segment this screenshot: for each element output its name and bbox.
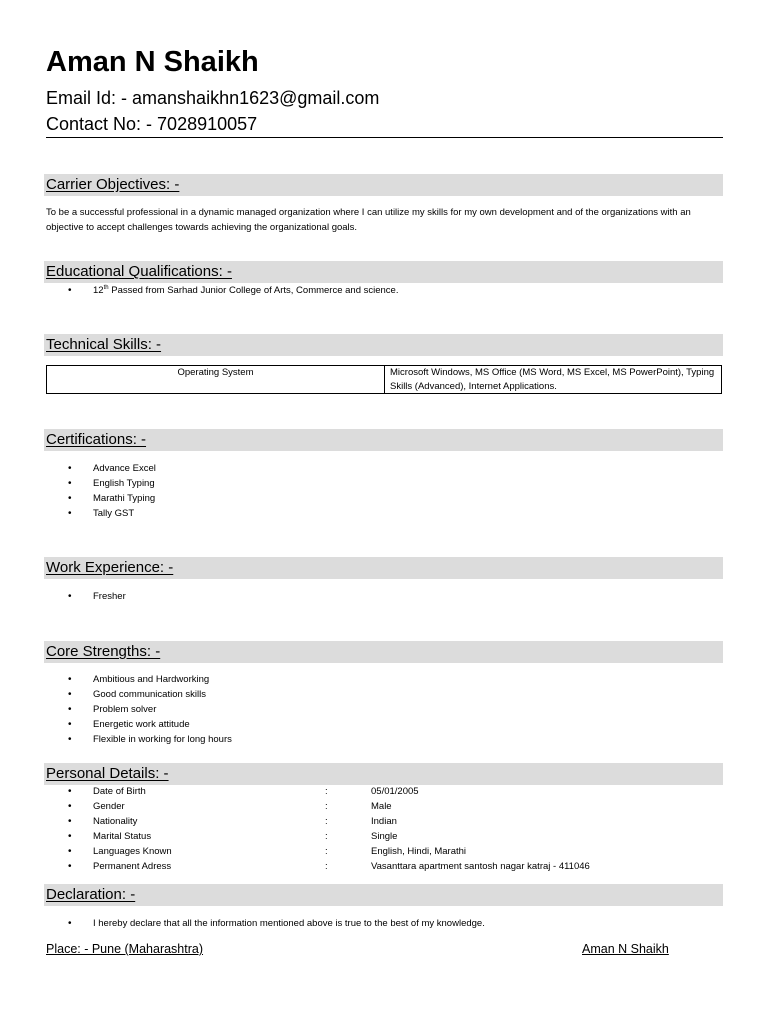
section-title: Certifications: -: [46, 431, 147, 448]
detail-label: Languages Known: [93, 846, 172, 857]
detail-value: 05/01/2005: [371, 786, 419, 797]
education-list: [68, 283, 398, 298]
list-item: • Energetic work attitude: [68, 717, 232, 732]
objective-text: To be a successful professional in a dynamic managed organization where I can utilize my skills for my own development and of the organizations with an objective to accept challenges towards achieving the organizational goals.: [46, 207, 691, 233]
detail-value: Indian: [371, 816, 397, 827]
section-certifications: [44, 429, 723, 451]
list-item: • English Typing: [68, 476, 156, 491]
section-title: Carrier Objectives: -: [46, 176, 180, 193]
section-education: [44, 261, 723, 283]
list-item: • Problem solver: [68, 702, 232, 717]
list-item: • 12th Passed from Sarhad Junior College of Arts, Commerce and science.: [68, 283, 398, 298]
detail-value: English, Hindi, Marathi: [371, 846, 467, 857]
contact-line: Contact No: - 7028910057: [46, 114, 258, 134]
email-line: Email Id: - amanshaikhn1623@gmail.com: [46, 88, 380, 108]
section-title: Declaration: -: [46, 886, 136, 903]
section-title: Work Experience: -: [46, 559, 174, 576]
list-item: • Marathi Typing: [68, 491, 156, 506]
detail-row: • Languages Known : English, Hindi, Marathi: [68, 846, 467, 857]
section-title: Personal Details: -: [46, 765, 169, 782]
section-core-strengths: [44, 641, 723, 663]
detail-value: Vasanttara apartment santosh nagar katraj - 411046: [371, 861, 590, 872]
detail-label: Permanent Adress: [93, 861, 172, 872]
list-item: • Flexible in working for long hours: [68, 732, 232, 747]
detail-row: • Nationality : Indian: [68, 816, 397, 827]
section-personal-details: [44, 763, 723, 785]
strengths-list: [68, 672, 232, 747]
skills-table: [46, 365, 722, 394]
section-title: Core Strengths: -: [46, 643, 161, 660]
detail-label: Marital Status: [93, 831, 152, 842]
signature-name: Aman N Shaikh: [582, 942, 669, 956]
section-declaration: [44, 884, 723, 906]
section-technical-skills: [44, 334, 723, 356]
skills-value-cell: Microsoft Windows, MS Office (MS Word, MS Excel, MS PowerPoint), Typing Skills (Advanced), Internet Applications.: [390, 367, 715, 392]
detail-value: Male: [371, 801, 392, 812]
detail-row: • Gender : Male: [68, 801, 392, 812]
list-item: • Ambitious and Hardworking: [68, 672, 232, 687]
section-title: Educational Qualifications: -: [46, 263, 232, 280]
list-item: • Fresher: [68, 589, 126, 604]
detail-label: Nationality: [93, 816, 138, 827]
place-text: Place: - Pune (Maharashtra): [46, 942, 204, 956]
section-objectives: [44, 174, 723, 196]
skills-label-cell: Operating System: [47, 366, 385, 393]
candidate-name: Aman N Shaikh: [46, 46, 259, 78]
list-item: • Tally GST: [68, 506, 156, 521]
detail-row: • Marital Status : Single: [68, 831, 398, 842]
list-item: • I hereby declare that all the information mentioned above is true to the best of my knowledge.: [68, 916, 485, 931]
personal-details-list: [68, 784, 718, 874]
certifications-list: [68, 461, 156, 521]
detail-value: Single: [371, 831, 398, 842]
list-item: • Good communication skills: [68, 687, 232, 702]
detail-row: • Date of Birth : 05/01/2005: [68, 786, 419, 797]
header-divider: [46, 137, 723, 138]
list-item: • Advance Excel: [68, 461, 156, 476]
work-list: [68, 589, 126, 604]
declaration-list: [68, 916, 485, 931]
detail-label: Gender: [93, 801, 125, 812]
section-work-experience: [44, 557, 723, 579]
detail-row: • Permanent Adress : Vasanttara apartment santosh nagar katraj - 411046: [68, 861, 590, 872]
section-title: Technical Skills: -: [46, 336, 162, 353]
detail-label: Date of Birth: [93, 786, 146, 797]
